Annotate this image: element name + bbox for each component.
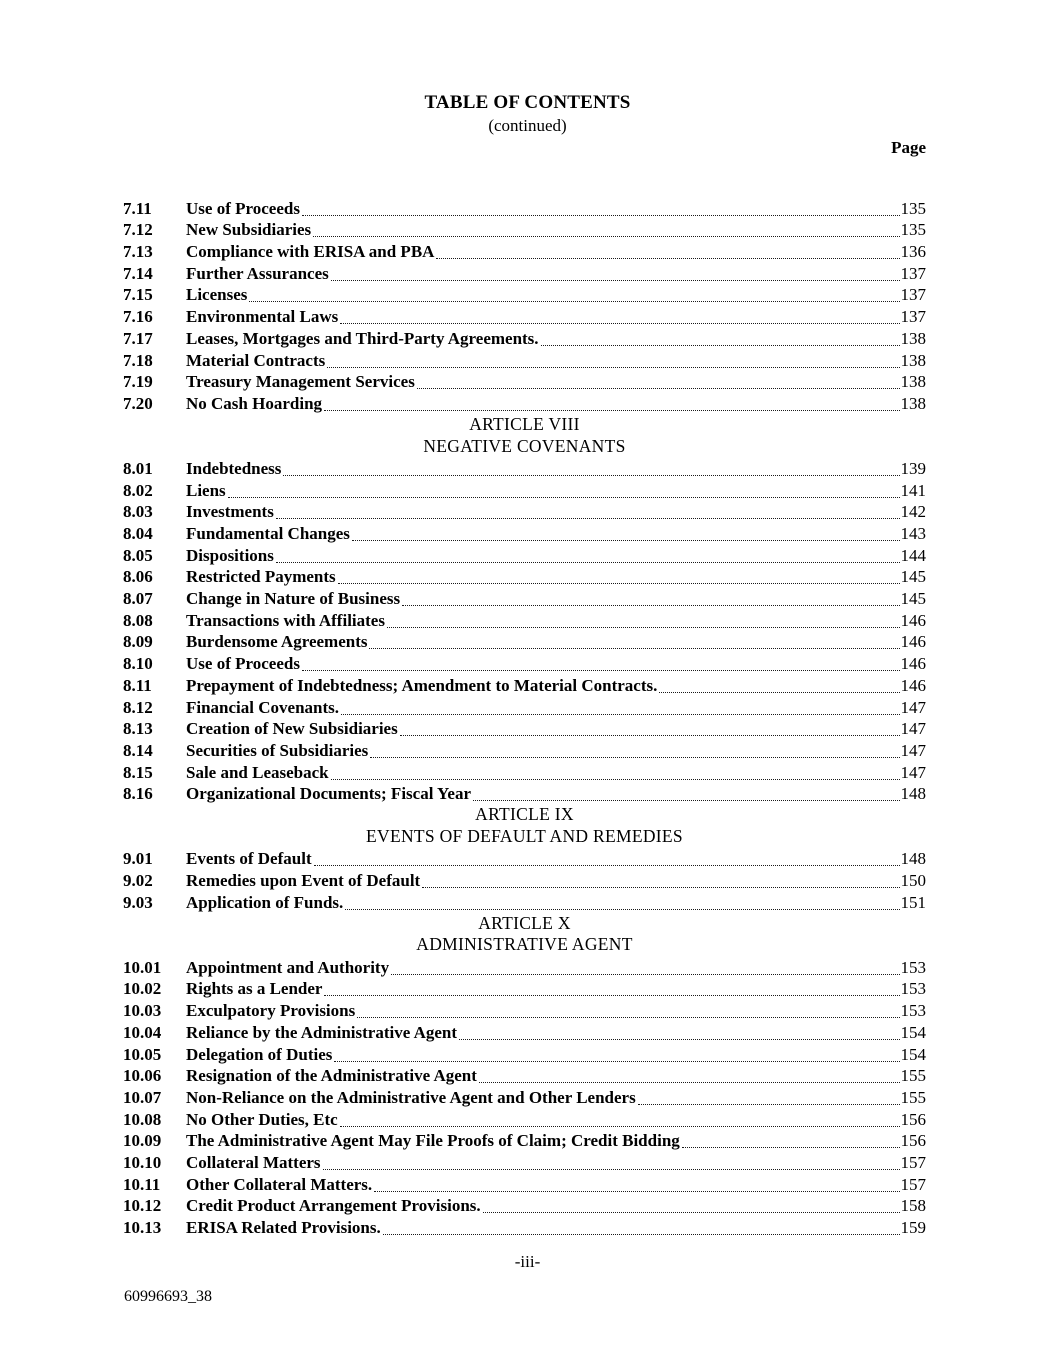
toc-entry-title: Creation of New Subsidiaries (186, 719, 398, 739)
toc-entry-page: 151 (900, 892, 926, 912)
toc-entry (123, 501, 926, 523)
page-subtitle: (continued) (488, 116, 567, 135)
toc-entry-number: 8.14 (123, 740, 153, 760)
article-heading: ARTICLE VIII (469, 413, 580, 434)
toc-entry-title: Appointment and Authority (186, 957, 390, 977)
toc-entry-number: 9.03 (123, 892, 153, 912)
toc-entry-title: Securities of Subsidiaries (186, 740, 369, 760)
toc-entry-page: 147 (900, 697, 926, 717)
dot-leader (659, 692, 899, 693)
toc-entry (123, 392, 926, 414)
toc-entry-number: 10.02 (123, 979, 162, 999)
dot-leader (340, 323, 899, 324)
toc-entry (123, 240, 926, 262)
toc-entry-title: Dispositions (186, 545, 274, 565)
toc-entry-number: 10.12 (123, 1196, 162, 1216)
dot-leader (249, 301, 899, 302)
dot-leader (313, 236, 899, 237)
dot-leader (324, 410, 899, 411)
toc-entry-page: 145 (900, 567, 926, 587)
toc-entry (123, 262, 926, 284)
toc-entry-number: 10.04 (123, 1022, 162, 1042)
toc-entry (123, 1108, 926, 1130)
toc-entry-page: 147 (900, 719, 926, 739)
toc-entry-page: 155 (900, 1087, 926, 1107)
dot-leader (682, 1147, 900, 1148)
toc-entry-title: Prepayment of Indebtedness; Amendment to Material Contracts. (186, 675, 658, 695)
dot-leader (338, 583, 900, 584)
toc-entry (123, 327, 926, 349)
dot-leader (541, 345, 900, 346)
toc-entry-title: Indebtedness (186, 458, 282, 478)
toc-entry-title: Events of Default (186, 849, 312, 869)
dot-leader (334, 1061, 899, 1062)
toc-entry-page: 135 (900, 198, 926, 218)
dot-leader (383, 1234, 900, 1235)
footer-document-id: 60996693_38 (124, 1288, 212, 1305)
dot-leader (283, 475, 899, 476)
dot-leader (302, 670, 900, 671)
toc-entry (123, 978, 926, 1000)
toc-entry (123, 371, 926, 393)
toc-entry-number: 8.12 (123, 697, 153, 717)
toc-entry-title: Licenses (186, 285, 248, 305)
toc-entry-number: 10.01 (123, 957, 162, 977)
toc-entry-title: Delegation of Duties (186, 1044, 333, 1064)
toc-entry-number: 7.19 (123, 372, 153, 392)
toc-entry-number: 8.02 (123, 480, 153, 500)
article-title: ADMINISTRATIVE AGENT (416, 934, 633, 955)
dot-leader (391, 974, 899, 975)
toc-entry-title: No Cash Hoarding (186, 393, 323, 413)
toc-entry-page: 155 (900, 1066, 926, 1086)
toc-entry-page: 146 (900, 654, 926, 674)
toc-entry-number: 10.05 (123, 1044, 162, 1064)
toc-entry-title: Restricted Payments (186, 567, 336, 587)
toc-entry-page: 153 (900, 979, 926, 999)
toc-entry-page: 144 (900, 545, 926, 565)
toc-entry-page: 153 (900, 1001, 926, 1021)
dot-leader (459, 1039, 899, 1040)
toc-entry-number: 7.17 (123, 328, 153, 348)
article-heading: ARTICLE X (478, 912, 571, 933)
toc-entry (123, 1195, 926, 1217)
toc-entry-title: Financial Covenants. (186, 697, 340, 717)
dot-leader (314, 865, 900, 866)
toc-entry-page: 138 (900, 393, 926, 413)
toc-entry-title: Collateral Matters (186, 1152, 321, 1172)
toc-entry-title: New Subsidiaries (186, 220, 312, 240)
dot-leader (374, 1191, 899, 1192)
toc-entry-title: Remedies upon Event of Default (186, 871, 421, 890)
dot-leader (331, 280, 900, 281)
toc-entry-number: 7.15 (123, 285, 153, 305)
toc-entry-page: 138 (900, 372, 926, 392)
toc-entry-number: 7.13 (123, 242, 153, 262)
toc-entry-page: 159 (900, 1218, 926, 1237)
toc-entry (123, 197, 926, 219)
toc-entry-title: Burdensome Agreements (186, 632, 368, 652)
toc-entry-title: No Other Duties, Etc (186, 1109, 338, 1129)
toc-entry-page: 136 (900, 242, 926, 262)
toc-entry (123, 1216, 926, 1238)
toc-entry (123, 544, 926, 566)
toc-entry-title: ERISA Related Provisions. (186, 1218, 381, 1237)
dot-leader (370, 757, 899, 758)
toc-entry-title: Organizational Documents; Fiscal Year (186, 784, 472, 804)
toc-entry-number: 8.13 (123, 719, 153, 739)
toc-entry-page: 147 (900, 740, 926, 760)
toc-entry-title: Reliance by the Administrative Agent (186, 1022, 458, 1042)
toc-entry-page: 157 (900, 1174, 926, 1194)
toc-entry (123, 219, 926, 241)
dot-leader (345, 909, 899, 910)
dot-leader (400, 735, 900, 736)
toc-entry-title: Use of Proceeds (186, 198, 300, 218)
toc-entry (123, 349, 926, 371)
toc-entry-number: 7.16 (123, 307, 153, 327)
toc-entry-title: Change in Nature of Business (186, 589, 401, 609)
toc-entry (123, 783, 926, 805)
dot-leader (324, 995, 899, 996)
toc-entry-page: 138 (900, 350, 926, 370)
toc-entry (123, 956, 926, 978)
toc-entry-title: The Administrative Agent May File Proofs of Claim; Credit Bidding (186, 1131, 680, 1151)
toc-entry (123, 1043, 926, 1065)
toc-entry-title: Environmental Laws (186, 307, 339, 327)
toc-entry-page: 146 (900, 675, 926, 695)
toc-entry (123, 1173, 926, 1195)
toc-entry-page: 148 (900, 784, 926, 804)
toc-entry-page: 148 (900, 849, 926, 869)
toc-entry-page: 156 (900, 1109, 926, 1129)
toc-entry-page: 156 (900, 1131, 926, 1151)
toc-entry-page: 135 (900, 220, 926, 240)
article-title: NEGATIVE COVENANTS (423, 435, 626, 456)
dot-leader (228, 497, 900, 498)
toc-entry (123, 761, 926, 783)
toc-entry (123, 718, 926, 740)
dot-leader (483, 1212, 900, 1213)
toc-entry (123, 566, 926, 588)
toc-entry-page: 138 (900, 328, 926, 348)
toc-entry-title: Credit Product Arrangement Provisions. (186, 1196, 481, 1216)
dot-leader (369, 648, 899, 649)
toc-entry-number: 7.12 (123, 220, 153, 240)
page-title: TABLE OF CONTENTS (424, 92, 631, 113)
dot-leader (436, 258, 899, 259)
toc-entry-number: 8.07 (123, 589, 153, 609)
dot-leader (387, 627, 900, 628)
toc-entry-number: 10.08 (123, 1109, 162, 1129)
toc-entry (123, 848, 926, 870)
toc-entry-page: 154 (900, 1022, 926, 1042)
toc-entry (123, 652, 926, 674)
dot-leader (638, 1104, 900, 1105)
toc-entry-number: 7.11 (123, 198, 152, 218)
toc-entry (123, 522, 926, 544)
toc-entry-page: 153 (900, 957, 926, 977)
toc-entry (123, 1130, 926, 1152)
toc-entry-title: Exculpatory Provisions (186, 1001, 356, 1021)
toc-entry (123, 1065, 926, 1087)
dot-leader (357, 1017, 899, 1018)
toc-entry-page: 143 (900, 524, 926, 543)
toc-entry-number: 10.06 (123, 1066, 162, 1086)
toc-entry (123, 305, 926, 327)
toc-entry (123, 739, 926, 761)
toc-entry-title: Liens (186, 480, 226, 500)
toc-entry-page: 145 (900, 589, 926, 609)
toc-entry-page: 146 (900, 632, 926, 652)
toc-entry-title: Rights as a Lender (186, 979, 323, 999)
toc-entry-number: 9.02 (123, 871, 153, 890)
toc-entry-title: Non-Reliance on the Administrative Agent and Other Lenders (186, 1087, 636, 1107)
toc-entry-page: 146 (900, 610, 926, 630)
toc-entry-number: 10.10 (123, 1152, 162, 1172)
toc-entry (123, 1086, 926, 1108)
toc-entry-number: 7.14 (123, 263, 153, 283)
toc-entry-title: Treasury Management Services (186, 372, 415, 392)
footer-page-number: -iii- (514, 1252, 541, 1271)
toc-entry-number: 8.06 (123, 567, 153, 587)
toc-entry-page: 154 (900, 1044, 926, 1064)
toc-entry (123, 587, 926, 609)
toc-entry-number: 8.04 (123, 524, 153, 543)
toc-entry-title: Sale and Leaseback (186, 762, 329, 782)
toc-entry-title: Transactions with Affiliates (186, 610, 385, 630)
toc-entry-number: 10.03 (123, 1001, 162, 1021)
dot-leader (473, 800, 899, 801)
toc-entry (123, 696, 926, 718)
dot-leader (479, 1082, 900, 1083)
toc-entry-number: 8.15 (123, 762, 153, 782)
toc-entry-number: 8.05 (123, 545, 153, 565)
toc-entry-title: Fundamental Changes (186, 524, 350, 543)
toc-entry-number: 8.08 (123, 610, 153, 630)
dot-leader (331, 779, 900, 780)
toc-entry (123, 284, 926, 306)
toc-entry-page: 147 (900, 762, 926, 782)
article-heading: ARTICLE IX (475, 804, 574, 825)
toc-entry-number: 8.01 (123, 458, 153, 478)
toc-entry-number: 8.03 (123, 502, 153, 522)
toc-entry-page: 158 (900, 1196, 926, 1216)
toc-entry (123, 674, 926, 696)
toc-entry (123, 1021, 926, 1043)
dot-leader (352, 540, 900, 541)
toc-entry-title: Investments (186, 502, 274, 522)
toc-entry-number: 7.18 (123, 350, 153, 370)
dot-leader (417, 388, 900, 389)
toc-entry-number: 7.20 (123, 393, 153, 413)
toc-entry-title: Application of Funds. (186, 892, 344, 912)
toc-entry-number: 8.11 (123, 675, 152, 695)
toc-entry-number: 8.09 (123, 632, 153, 652)
toc-entry-number: 10.13 (123, 1218, 162, 1237)
dot-leader (422, 887, 899, 888)
toc-entry (123, 631, 926, 653)
toc-entry-title: Leases, Mortgages and Third-Party Agreements. (186, 328, 539, 348)
toc-entry-number: 10.09 (123, 1131, 162, 1151)
toc-entry-title: Further Assurances (186, 263, 329, 283)
toc-entry-page: 157 (900, 1152, 926, 1172)
toc-entry-page: 137 (900, 263, 926, 283)
toc-entry-number: 10.07 (123, 1087, 162, 1107)
dot-leader (402, 605, 899, 606)
toc-entry-page: 137 (900, 307, 926, 327)
toc-entry-page: 150 (900, 871, 926, 890)
toc-entry (123, 457, 926, 479)
toc-entry-number: 8.10 (123, 654, 153, 674)
toc-entry-page: 137 (900, 285, 926, 305)
toc-entry (123, 609, 926, 631)
toc-entry-title: Resignation of the Administrative Agent (186, 1066, 477, 1086)
toc-entry-number: 8.16 (123, 784, 153, 804)
toc-entry (123, 1151, 926, 1173)
page-column-label: Page (891, 138, 926, 157)
toc-entry-number: 9.01 (123, 849, 153, 869)
dot-leader (340, 1126, 900, 1127)
toc-entry-number: 10.11 (123, 1174, 161, 1194)
dot-leader (323, 1169, 900, 1170)
dot-leader (341, 714, 899, 715)
dot-leader (276, 562, 900, 563)
toc-entry-title: Use of Proceeds (186, 654, 300, 674)
toc-entry (123, 999, 926, 1021)
dot-leader (327, 367, 899, 368)
toc-entry (123, 479, 926, 501)
toc-entry-page: 142 (900, 502, 926, 522)
document-header (0, 0, 1055, 136)
toc-entry (123, 869, 926, 891)
toc-list (123, 197, 926, 1238)
article-title: EVENTS OF DEFAULT AND REMEDIES (366, 825, 683, 846)
dot-leader (302, 215, 900, 216)
dot-leader (276, 518, 900, 519)
toc-entry-title: Material Contracts (186, 350, 326, 370)
toc-entry (123, 891, 926, 913)
toc-entry-title: Compliance with ERISA and PBA (186, 242, 435, 262)
toc-entry-title: Other Collateral Matters. (186, 1174, 373, 1194)
toc-entry-page: 141 (900, 480, 926, 500)
toc-entry-page: 139 (900, 458, 926, 478)
